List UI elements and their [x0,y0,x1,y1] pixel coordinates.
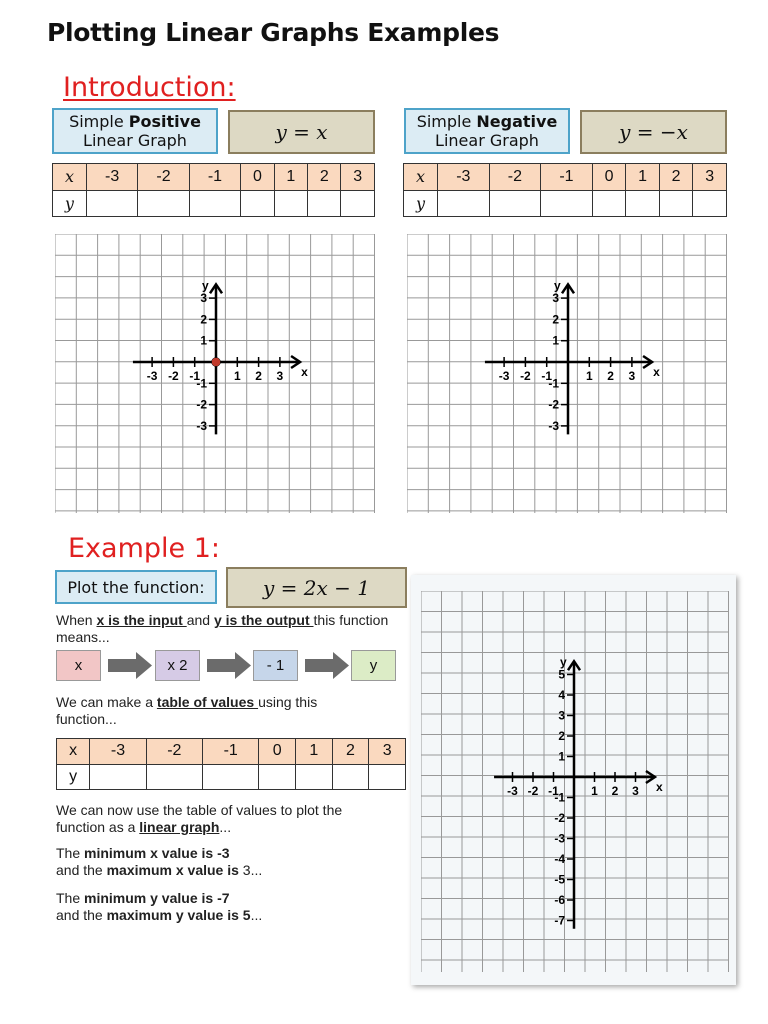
y-value-cell[interactable] [341,190,375,217]
y-tick-label: 4 [558,688,565,702]
x-tick-label: -2 [527,784,539,798]
positive-graph-label [52,108,218,154]
y-tick-label: 2 [552,312,559,327]
y-value-cell[interactable] [241,190,274,217]
y-tick-label: -7 [554,913,565,928]
table-row [57,764,406,790]
function-machine-step: x [56,650,101,681]
y-tick-label: -1 [196,376,207,391]
arrow-icon [106,650,154,681]
x-axis-label: x [653,365,660,379]
y-tick-label: 1 [200,333,207,348]
x-tick-label: 2 [607,369,614,383]
table-row [404,164,727,191]
x-header-cell: x [53,164,87,191]
x-tick-label: 3 [276,369,284,383]
y-value-cell[interactable] [592,190,626,217]
example-equation: y = 2x − 1 [226,567,407,608]
x-axis-label: x [301,365,308,379]
y-value-cell[interactable] [259,764,296,790]
y-tick-label: -1 [548,376,559,391]
table-row [53,164,375,191]
y-value-cell[interactable] [541,190,593,217]
x-value-cell: -3 [438,164,490,191]
y-tick-label: 3 [552,291,559,306]
plot-intro-text: We can now use the table of values to plot the function as a linear graph... [56,802,343,835]
y-tick-label: 1 [552,333,559,348]
x-value-cell: 1 [626,164,660,191]
x-header-cell: x [57,739,90,765]
x-value-cell: -2 [146,739,202,765]
y-range-text: The minimum y value is -7 and the maximum y value is 5... [56,890,263,923]
y-header-cell: y [57,764,90,790]
table-row [404,190,727,217]
y-value-cell[interactable] [626,190,660,217]
x-tick-label: -3 [507,784,518,798]
x-value-cell: 2 [308,164,341,191]
x-tick-label: 1 [591,784,598,798]
y-tick-label: -2 [196,397,207,412]
x-value-cell: -3 [86,164,137,191]
table-row [57,739,406,765]
y-tick-label: 2 [200,312,207,327]
x-value-cell: 0 [241,164,274,191]
y-value-cell[interactable] [659,190,693,217]
label-line2: Linear Graph [83,131,187,150]
label-bold: Negative [476,112,558,131]
y-value-cell[interactable] [146,764,202,790]
y-header-cell: y [404,190,438,217]
y-value-cell[interactable] [308,190,341,217]
y-value-cell[interactable] [693,190,727,217]
x-tick-label: -3 [146,369,158,383]
positive-equation: y = x [228,110,375,154]
y-tick-label: 3 [558,708,565,723]
y-tick-label: -3 [548,418,559,433]
y-value-cell[interactable] [332,764,369,790]
y-value-cell[interactable] [489,190,541,217]
y-tick-label: -6 [554,893,565,907]
y-value-cell[interactable] [138,190,189,217]
x-tick-label: -1 [548,784,559,798]
label-prefix: Simple [69,112,129,131]
example-1-heading: Example 1: [68,533,220,564]
function-machine-step: - 1 [253,650,298,681]
label-bold: Positive [128,112,201,131]
y-tick-label: -4 [554,852,565,866]
x-value-cell: 1 [274,164,307,191]
y-value-cell[interactable] [369,764,406,790]
x-tick-label: 1 [585,369,593,383]
plot-function-label: Plot the function: [55,570,217,604]
x-tick-label: -2 [168,369,179,383]
introduction-heading: Introduction: [63,72,236,103]
arrow-icon [303,650,351,681]
x-value-cell: 1 [296,739,333,765]
y-value-cell[interactable] [274,190,307,217]
x-tick-label: -1 [541,369,553,383]
y-value-cell[interactable] [189,190,240,217]
page-title: Plotting Linear Graphs Examples [47,18,500,47]
y-tick-label: -2 [554,811,565,825]
x-tick-label: -3 [498,369,510,383]
x-value-cell: 2 [332,739,369,765]
label-prefix: Simple [416,112,477,131]
function-machine-step: y [351,650,396,681]
example-values-table [56,738,406,790]
x-header-cell: x [404,164,438,191]
x-value-cell: -1 [203,739,259,765]
y-tick-label: -2 [548,397,559,412]
negative-graph-grid [407,234,728,514]
table-row [53,190,375,217]
y-value-cell[interactable] [90,764,146,790]
y-value-cell[interactable] [203,764,259,790]
y-tick-label: 3 [200,291,207,306]
label-line2: Linear Graph [435,131,539,150]
y-value-cell[interactable] [438,190,490,217]
positive-values-table [52,163,375,217]
x-tick-label: -2 [520,369,531,383]
y-tick-label: -1 [554,790,565,805]
x-value-cell: -2 [489,164,541,191]
x-tick-label: -1 [189,369,201,383]
y-tick-label: -3 [196,418,207,433]
input-output-text: When x is the input and y is the output this function means... [56,612,389,645]
x-tick-label: 2 [255,369,262,383]
x-value-cell: 0 [259,739,296,765]
y-tick-label: 5 [558,667,565,682]
example-graph-grid [421,591,730,973]
x-tick-label: 1 [233,369,241,383]
origin-point [212,358,221,367]
x-value-cell: 3 [341,164,375,191]
x-value-cell: 3 [693,164,727,191]
y-value-cell[interactable] [296,764,333,790]
x-tick-label: 2 [611,784,619,798]
y-tick-label: 1 [558,749,565,764]
x-value-cell: -1 [189,164,240,191]
x-tick-label: 3 [632,784,639,798]
x-range-text: The minimum x value is -3 and the maximum x value is 3... [56,845,263,878]
x-value-cell: -2 [138,164,189,191]
x-value-cell: -3 [90,739,146,765]
table-intro-text: We can make a table of values using this function... [56,694,318,727]
y-tick-label: -5 [554,872,565,887]
y-tick-label: 2 [558,729,565,743]
y-axis-label: y [560,655,567,670]
x-axis-label: x [655,780,663,794]
y-axis-label: y [202,278,209,293]
function-machine-step: x 2 [155,650,200,681]
negative-graph-label [404,108,570,154]
x-tick-label: 3 [628,369,636,383]
negative-values-table [403,163,727,217]
arrow-icon [205,650,253,681]
positive-graph-grid [55,234,376,514]
x-value-cell: 2 [659,164,693,191]
y-axis-label: y [554,278,561,293]
x-value-cell: 0 [592,164,626,191]
y-header-cell: y [53,190,87,217]
y-tick-label: -3 [554,831,565,846]
negative-equation: y = −x [580,110,727,154]
x-value-cell: 3 [369,739,406,765]
y-value-cell[interactable] [86,190,137,217]
x-value-cell: -1 [541,164,593,191]
